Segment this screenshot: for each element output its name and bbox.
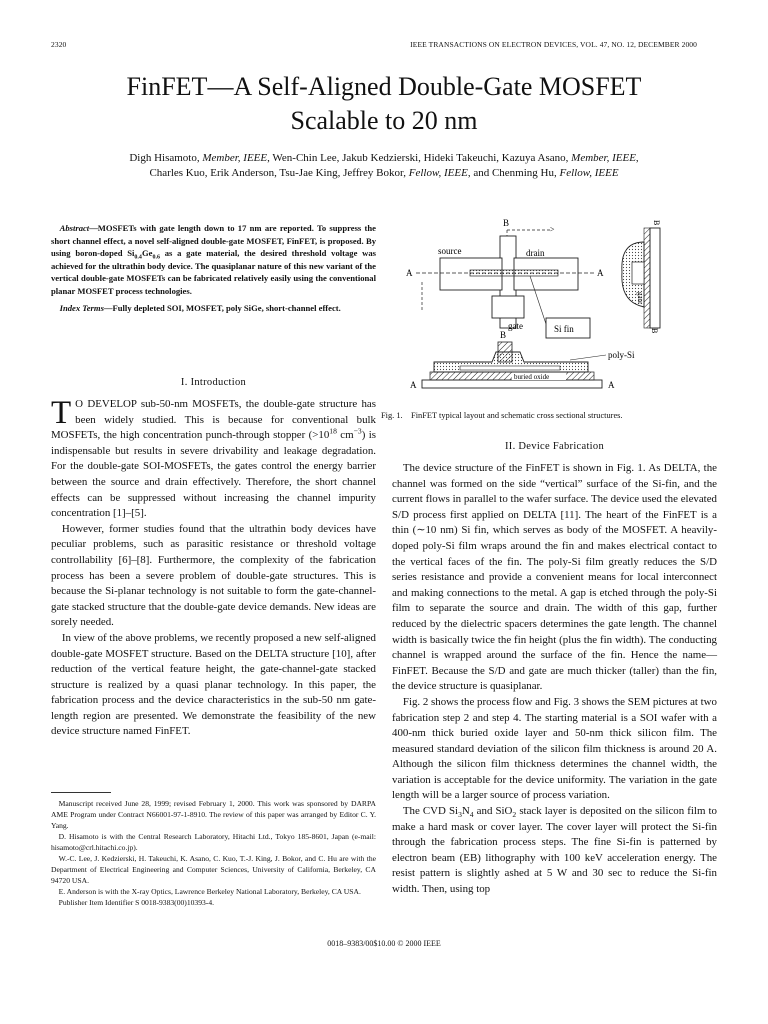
footnote-publisher-id: Publisher Item Identifier S 0018-9383(00)10393-4.	[58, 898, 215, 907]
footnote-rule	[51, 792, 111, 793]
label-drain: drain	[526, 248, 545, 258]
label-source: source	[438, 246, 462, 256]
footnote-affiliation-1: D. Hisamoto is with the Central Research Laboratory, Hitachi Ltd., Tokyo 185-8601, Japan (e-mail: hisamoto@crl.hitachi.co.jp).	[51, 832, 376, 852]
caption-label: Fig. 1.	[381, 411, 403, 420]
b-section-substrate	[650, 228, 660, 328]
svg-text:>: >	[550, 225, 555, 234]
label-a-right-2: A	[608, 380, 615, 390]
page-number: 2320	[51, 40, 67, 49]
label-b-right-top: B	[652, 220, 661, 226]
abstract	[51, 222, 376, 314]
device-fabrication-body	[392, 461, 717, 898]
abstract-text: Abstract—MOSFETs with gate length down to 17 nm are reported. To suppress the short channel effect, a novel self-aligned double-gate MOSFET, FinFET, is proposed. By using boron-doped $Si_{0.4}Ge_{0.6}$ as a gate material, the desired threshold voltage was achieved for the ultrathin body device. The quasiplanar nature of this new variant of the vertical double-gate MOSFETs can be fabricated relatively easily using the conventional planar MOSFET process technologies.	[51, 223, 376, 296]
author-list	[40, 151, 728, 181]
figure-1	[400, 212, 690, 397]
label-gate-vertical: gate	[636, 292, 644, 304]
copyright-footer: 0018–9383/00$10.00 © 2000 IEEE	[327, 939, 441, 948]
b-section-fin	[632, 262, 644, 284]
paper-title	[0, 70, 768, 138]
footnote	[51, 798, 376, 908]
author-line-2: Charles Kuo, Erik Anderson, Tsu-Jae King, Jeffrey Bokor, Fellow, IEEE, and Chenming Hu, Fellow, IEEE	[149, 167, 619, 179]
footnote-manuscript: Manuscript received June 28, 1999; revised February 1, 2000. This work was sponsored by DARPA AME Program under Contract N66001-97-1-8910. The review of this paper was arranged by Editor C. Y. Yang.	[51, 799, 376, 830]
label-a-right: A	[597, 268, 604, 278]
fab-paragraph-2: Fig. 2 shows the process flow and Fig. 3 shows the SEM pictures at two fabrication step 2 and step 4. The starting material is a SOI wafer with a 400-nm thick buried oxide layer and 50-nm thick silicon film. The measured standard deviation of the silicon film thickness is around 20 A. Although the silicon film thickness determines the channel width, the variation is acceptable for the device uniformity. The variation in the gate length will be a larger source of process variation.	[392, 695, 717, 802]
author-line-1: Digh Hisamoto, Member, IEEE, Wen-Chin Lee, Jakub Kedzierski, Hideki Takeuchi, Kazuya Asano, Member, IEEE,	[129, 152, 639, 164]
substrate-layer	[422, 380, 602, 388]
intro-paragraph-2: However, former studies found that the ultrathin body devices have peculiar problems, such as parasitic resistance or threshold voltage controllability [6]–[8]. Furthermore, the complexity of the fabrication process has been a severe problem of double-gate structures. This is because the Si-planar technology is not suitable to form the gate-channel-gate stacked structure that the double-gate device demands. New ideas are sorely needed.	[51, 522, 376, 629]
label-gate: gate	[508, 321, 523, 331]
figure-1-caption	[381, 411, 721, 420]
label-si-fin: Si fin	[554, 324, 574, 334]
caption-text: FinFET typical layout and schematic cross sectional structures.	[411, 411, 623, 420]
section-heading-device-fabrication: II. Device Fabrication	[504, 441, 605, 452]
footnote-affiliation-2: W.-C. Lee, J. Kedzierski, H. Takeuchi, K. Asano, C. Kuo, T.-J. King, J. Bokor, and C. Hu are with the Department of Electrical Engineering and Computer Sciences, University of California, Berkeley, CA 94720 USA.	[51, 854, 376, 885]
intro-paragraph-3: In view of the above problems, we recently proposed a new self-aligned double-gate MOSFET structure. Based on the DELTA structure [10], after reduction of the vertical feature height, the gate-channel-gate stacked structure is realized by a quasi planar technology. In this paper, the fabrication process and the device characteristics in the sub-50 nm gate-length region are presented. We demonstrate the feasibility of the new device structure named FinFET.	[51, 631, 376, 738]
title-line-1: FinFET—A Self-Aligned Double-Gate MOSFET	[126, 72, 642, 101]
introduction-body	[51, 397, 376, 740]
drop-cap: T	[51, 395, 72, 431]
finfet-diagram	[400, 212, 690, 397]
index-terms: Index Terms—Fully depleted SOI, MOSFET, poly SiGe, short-channel effect.	[59, 302, 341, 313]
gate-cross-section	[498, 342, 512, 362]
running-header: IEEE TRANSACTIONS ON ELECTRON DEVICES, VOL. 47, NO. 12, DECEMBER 2000	[410, 40, 697, 49]
fab-paragraph-3: The CVD $Si_3N_4$ and SiO$_2$ stack layer is deposited on the silicon film to make a hard mask or cover layer. The cover layer will protect the Si-fin through the fabrication process steps. The fine Si-fin is patterned by electron beam (EB) lithography with 100 keV acceleration energy. The resist pattern is slightly ashed at 5 W and 30 sec to reduce the Si-fin width. Then, using top	[392, 805, 717, 896]
label-poly-si: poly-Si	[608, 350, 635, 360]
gate-contact	[492, 296, 524, 318]
footnote-affiliation-3: E. Anderson is with the X-ray Optics, Lawrence Berkeley National Laboratory, Berkeley, CA USA.	[58, 887, 361, 896]
fab-paragraph-1: The device structure of the FinFET is shown in Fig. 1. As DELTA, the channel was formed on the side “vertical” surface of the Si-fin, and the current flows in parallel to the wafer surface. The device used the elevated S/D process first applied on DELTA [11]. The heart of the FinFET is a thin (∼10 nm) Si fin, which serves as body of the MOSFET. A heavily-doped poly-Si film wraps around the fin and makes electrical contact to the vertical faces of the fin. The poly-Si film greatly reduces the S/D series resistance and provide a convenient means for local interconnect and making connections to the metal. A gap is etched through the poly-Si film to separate the source and drain. The width of this gap, further reduced by the dielectric spacers determines the gate length. The channel width is basically twice the fin height (plus the fin width). The conducting channel is wrapped around the surface of the fin. Hence the name—FinFET. Because the S/D and gate are much thicker (taller) than the fin, the device structure is quasiplanar.	[392, 462, 717, 693]
si-fin-cross-section	[460, 366, 560, 370]
section-heading-introduction: I. Introduction	[180, 377, 247, 388]
label-buried-oxide: buried oxide	[514, 373, 550, 381]
intro-paragraph-1: T O DEVELOP sub-50-nm MOSFETs, the double-gate structure has been widely studied. This is because for conventional bulk MOSFETs, the high concentration punch-through stopper ($>10^{18}$ $cm^{-3}$) is indispensable but results in severe drivability and leakage degradation. For the double-gate SOI-MOSFETs, the gates control the energy barrier between the source and drain effectively. Therefore, the short channel effects can be suppressed without increasing the channel impurity concentration [1]–[5].	[51, 395, 377, 520]
label-b-bottom: B	[500, 330, 507, 340]
label-a-left-2: A	[410, 380, 417, 390]
label-a-left: A	[406, 268, 413, 278]
b-section-oxide	[644, 228, 650, 328]
label-b-right-bottom: B	[650, 328, 659, 334]
label-b-top: B	[503, 218, 510, 228]
title-line-2: Scalable to 20 nm	[290, 106, 478, 135]
